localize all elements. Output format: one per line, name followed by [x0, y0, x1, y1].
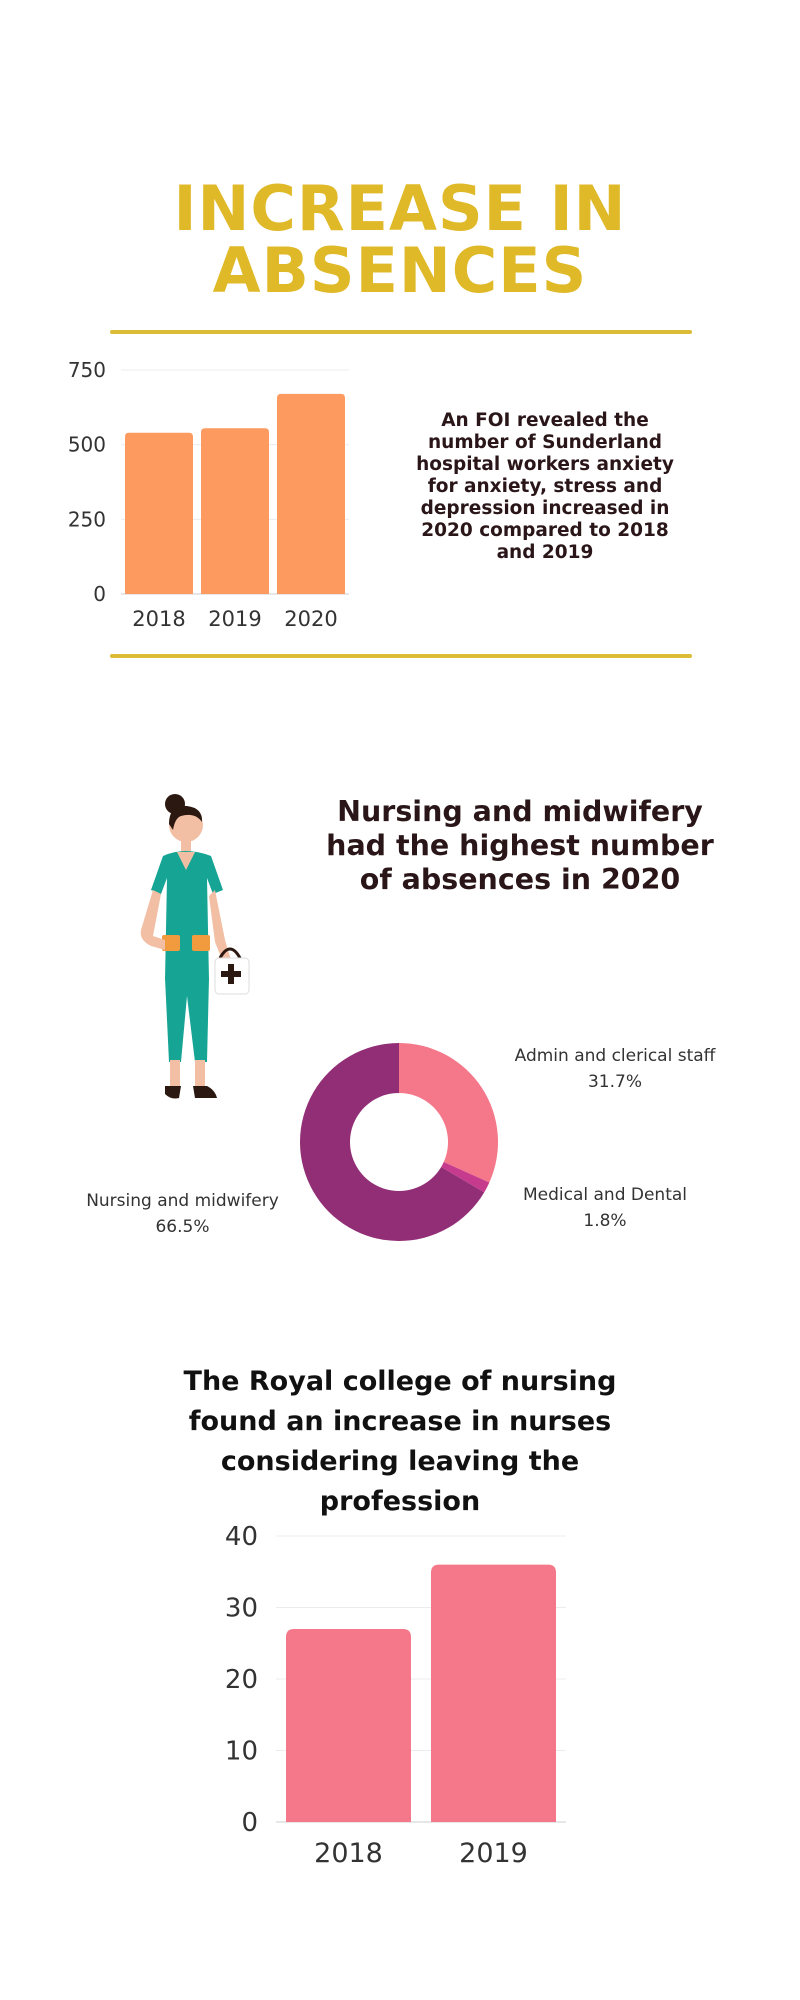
y-tick-label: 30: [224, 1593, 258, 1624]
nursing-section-title: Nursing and midwifery had the highest number of absences in 2020: [326, 795, 714, 896]
absences-x-ticks: [132, 607, 337, 631]
pie-label-medical: [480, 1182, 730, 1234]
leaving-bars: [286, 1565, 556, 1822]
rcn-section-title: The Royal college of nursing found an increase in nurses considering leaving the profession: [183, 1366, 617, 1517]
y-tick-label: 40: [224, 1522, 258, 1553]
x-tick-label: 2019: [208, 607, 262, 631]
leaving-x-ticks: [314, 1838, 528, 1869]
pie-label-nursing: [50, 1188, 315, 1240]
bar-2018: [125, 433, 193, 594]
x-tick-label: 2018: [314, 1838, 383, 1869]
donut-slices: [300, 1043, 498, 1241]
absences-bars: [125, 394, 345, 594]
y-tick-label: 20: [224, 1665, 258, 1696]
pie-label-nursing-name: Nursing and midwifery: [86, 1191, 279, 1211]
pie-label-nursing-value: 66.5%: [155, 1217, 210, 1237]
main-title-line1: INCREASE IN: [173, 172, 627, 245]
leaving-grid: [276, 1536, 566, 1822]
x-tick-label: 2018: [132, 607, 186, 631]
bar-2020: [277, 394, 345, 594]
bar-2019: [431, 1565, 556, 1822]
y-tick-label: 0: [93, 582, 106, 606]
pie-label-medical-value: 1.8%: [583, 1211, 627, 1231]
foi-statement: An FOI revealed the number of Sunderland hospital workers anxiety for anxiety, stress and depression increased in 2020 compared to 2018 and 2019: [416, 410, 674, 563]
absences-y-ticks: [68, 358, 106, 606]
x-tick-label: 2019: [459, 1838, 528, 1869]
top-divider: [110, 330, 692, 334]
bottom-divider: [110, 654, 692, 658]
pie-label-admin-name: Admin and clerical staff: [514, 1046, 716, 1066]
y-tick-label: 750: [67, 358, 106, 382]
y-tick-label: 10: [224, 1736, 258, 1767]
nurse-illustration: [125, 790, 255, 1130]
x-tick-label: 2020: [284, 607, 338, 631]
absences-grid: [121, 370, 349, 594]
pie-label-medical-name: Medical and Dental: [522, 1185, 688, 1205]
y-tick-label: 250: [67, 507, 106, 532]
main-title-line2: ABSENCES: [212, 234, 588, 307]
leaving-y-ticks: [225, 1522, 258, 1838]
donut-slice-2: [300, 1043, 484, 1241]
pie-label-admin: [470, 1043, 760, 1095]
bar-2019: [201, 428, 269, 594]
pie-label-admin-value: 31.7%: [587, 1072, 642, 1092]
y-tick-label: 500: [67, 432, 106, 457]
y-tick-label: 0: [241, 1808, 258, 1839]
bar-2018: [286, 1629, 411, 1822]
main-title: [0, 172, 800, 307]
